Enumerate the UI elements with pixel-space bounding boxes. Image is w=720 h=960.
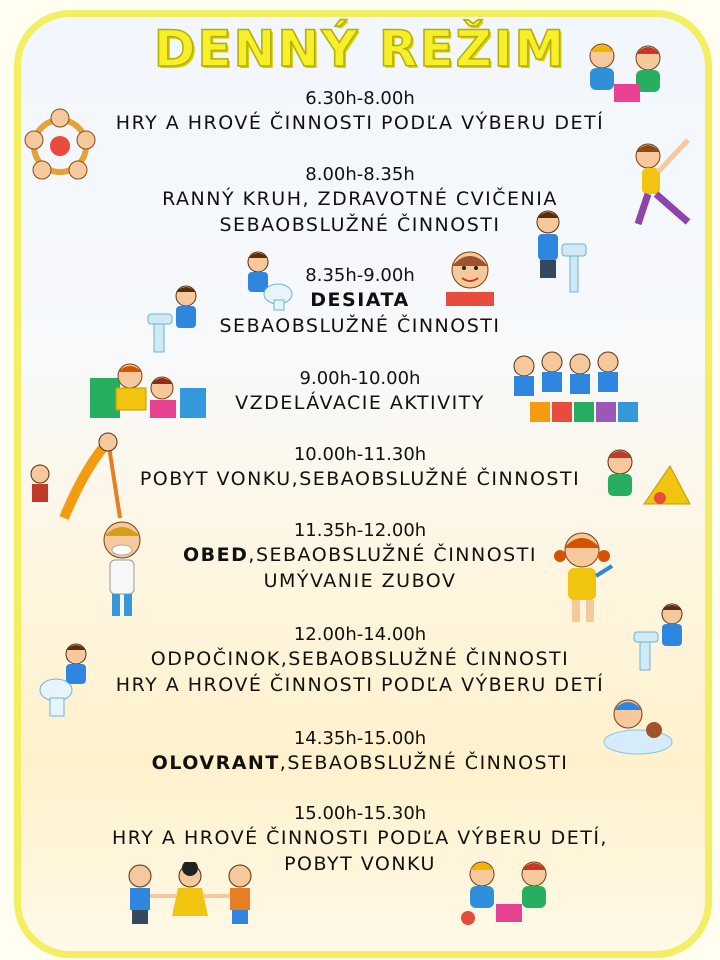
schedule-activity: ,SEBAOBSLUŽNÉ ČINNOSTI	[279, 752, 569, 774]
boy-toilet-icon	[36, 640, 96, 720]
kids-sandbox-icon	[600, 444, 692, 508]
schedule-activity: HRY A HROVÉ ČINNOSTI PODĽA VÝBERU DETÍ,	[112, 827, 608, 849]
schedule-activity: UMÝVANIE ZUBOV	[263, 570, 457, 592]
boy-washing-hands-icon	[632, 600, 688, 672]
schedule-time: 11.35h-12.00h	[293, 520, 427, 541]
schedule-activity: RANNÝ KRUH, ZDRAVOTNÉ CVIČENIA	[162, 188, 558, 210]
schedule-activity: HRY A HROVÉ ČINNOSTI PODĽA VÝBERU DETÍ	[115, 674, 605, 696]
schedule-activity: ODPOČINOK,SEBAOBSLUŽNÉ ČINNOSTI	[150, 648, 570, 670]
schedule-item-3	[0, 265, 720, 339]
children-holding-hands-icon	[118, 862, 282, 926]
schedule-time: 8.35h-9.00h	[305, 265, 415, 286]
schedule-time: 12.00h-14.00h	[293, 624, 427, 645]
sleeping-child-icon	[598, 694, 674, 756]
schedule-activity: POBYT VONKU,SEBAOBSLUŽNÉ ČINNOSTI	[139, 468, 581, 490]
children-playing-icon	[458, 858, 558, 928]
schedule-highlight: OLOVRANT	[151, 752, 280, 774]
schedule-activity: VZDELÁVACIE AKTIVITY	[235, 392, 485, 414]
children-reading-icon	[86, 358, 210, 424]
schedule-highlight: OBED	[183, 544, 249, 566]
stretching-girl-icon	[618, 132, 708, 228]
children-playing-icon	[580, 40, 672, 106]
girl-brushing-teeth-icon	[552, 526, 618, 626]
schedule-activity: HRY A HROVÉ ČINNOSTI PODĽA VÝBERU DETÍ	[115, 112, 605, 134]
boy-brushing-teeth-icon	[96, 518, 148, 618]
boy-washing-hands-icon	[146, 282, 202, 354]
page-title: DENNÝ REŽIM	[153, 20, 567, 78]
schedule-activity: POBYT VONKU	[284, 853, 436, 875]
schedule-item-7	[0, 624, 720, 698]
schedule-time: 9.00h-10.00h	[299, 368, 421, 389]
schedule-activity: SEBAOBSLUŽNÉ ČINNOSTI	[219, 315, 501, 337]
schedule-highlight: DESIATA	[310, 289, 410, 311]
schedule-time: 15.00h-15.30h	[293, 803, 427, 824]
children-circle-icon	[20, 106, 100, 186]
boy-toilet-icon	[238, 248, 294, 312]
schedule-time: 14.35h-15.00h	[293, 728, 427, 749]
schedule-time: 6.30h-8.00h	[305, 88, 415, 109]
schedule-time: 10.00h-11.30h	[293, 444, 427, 465]
schedule-item-2	[0, 164, 720, 238]
schedule-activity: ,SEBAOBSLUŽNÉ ČINNOSTI	[248, 544, 537, 566]
schedule-time: 8.00h-8.35h	[305, 164, 415, 185]
boy-slide-icon	[24, 430, 128, 520]
boy-washing-hands-icon	[530, 204, 590, 296]
schedule-activity: SEBAOBSLUŽNÉ ČINNOSTI	[219, 214, 501, 236]
boy-eating-icon	[440, 246, 500, 310]
schedule-item-9	[0, 803, 720, 877]
children-blocks-icon	[506, 350, 642, 426]
